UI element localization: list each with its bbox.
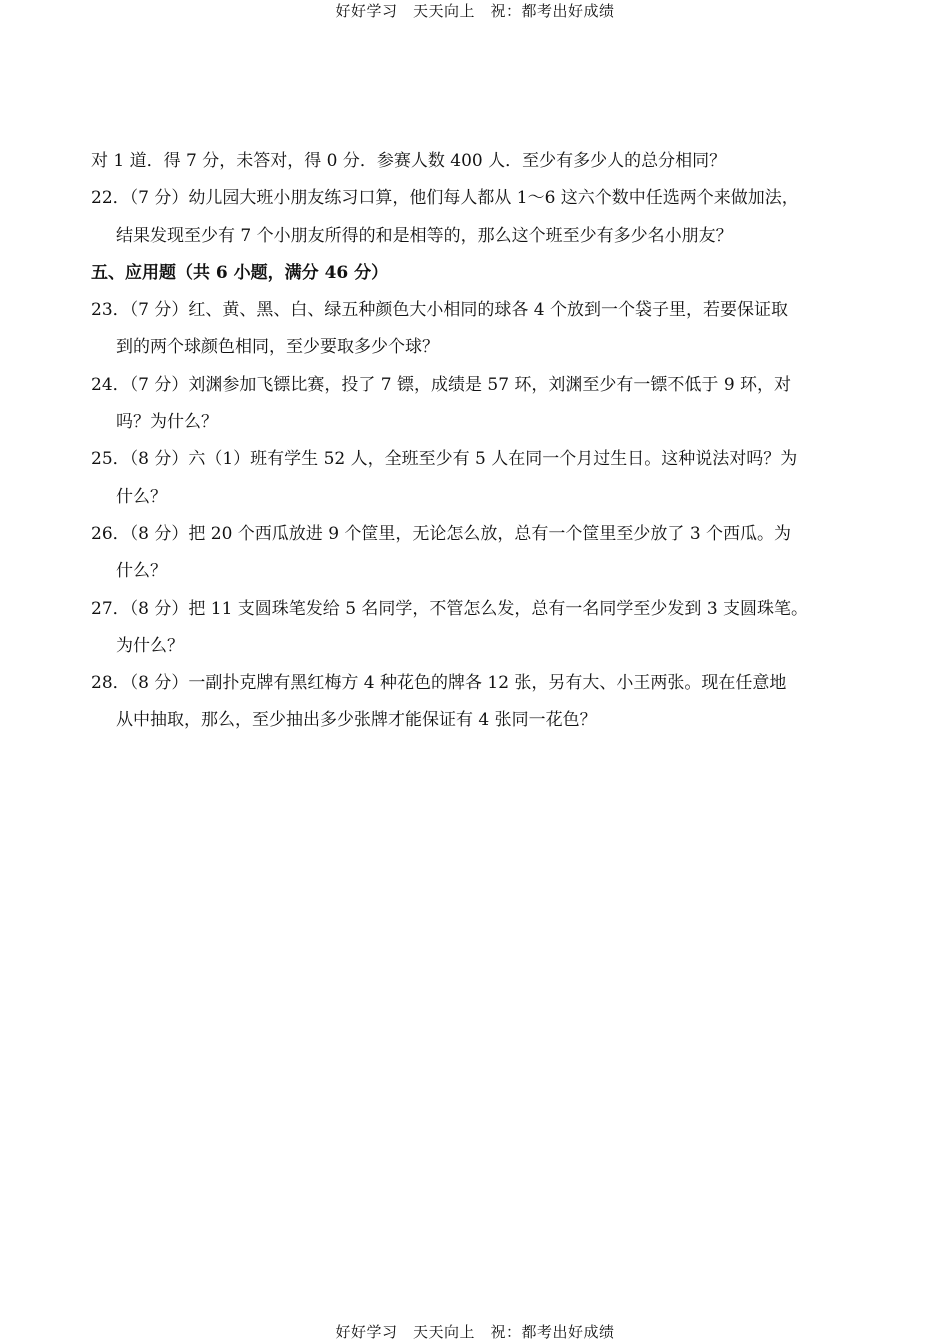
question-22-line-1: 22．（7 分）幼儿园大班小朋友练习口算，他们每人都从 1～6 这六个数中任选两个来做加法， (91, 188, 799, 209)
question-28-line-1: 28．（8 分）一副扑克牌有黑红梅方 4 种花色的牌各 12 张，另有大、小王两张。现在任意地 (91, 673, 787, 694)
question-24 (91, 367, 881, 442)
question-21-continuation: 对 1 道．得 7 分，未答对，得 0 分．参赛人数 400 人．至少有多少人的总分相同？ (91, 151, 727, 171)
question-28 (91, 665, 881, 740)
question-24-line-1: 24．（7 分）刘渊参加飞镖比赛，投了 7 镖，成绩是 57 环，刘渊至少有一镖不低于 9 环，对 (91, 374, 792, 395)
question-22 (91, 180, 881, 255)
question-22-line-2: 结果发现至少有 7 个小朋友所得的和是相等的，那么这个班至少有多少名小朋友？ (116, 225, 733, 246)
page-header: 好好学习 天天向上 祝：都考出好成绩 (335, 2, 615, 20)
page-footer: 好好学习 天天向上 祝：都考出好成绩 (335, 1323, 615, 1341)
question-23-line-1: 23．（7 分）红、黄、黑、白、绿五种颜色大小相同的球各 4 个放到一个袋子里，若要保证取 (91, 300, 788, 321)
question-23-line-2: 到的两个球颜色相同，至少要取多少个球？ (116, 337, 439, 358)
question-28-line-2: 从中抽取，那么，至少抽出多少张牌才能保证有 4 张同一花色？ (116, 710, 597, 731)
question-25-line-2: 什么？ (116, 486, 167, 507)
question-27 (91, 591, 881, 666)
section-5-heading: 五、应用题（共 6 小题，满分 46 分） (91, 262, 389, 283)
question-26-line-1: 26．（8 分）把 20 个西瓜放进 9 个筐里，无论怎么放，总有一个筐里至少放了 3 个西瓜。为 (91, 523, 792, 544)
document-body (91, 143, 881, 740)
question-25-line-1: 25．（8 分）六（1）班有学生 52 人，全班至少有 5 人在同一个月过生日。这种说法对吗？为 (91, 449, 798, 470)
question-26-line-2: 什么？ (116, 561, 167, 582)
question-27-line-1: 27．（8 分）把 11 支圆珠笔发给 5 名同学，不管怎么发，总有一名同学至少发到 3 支圆珠笔。 (91, 598, 809, 619)
question-24-line-2: 吗？为什么？ (116, 412, 218, 433)
question-27-line-2: 为什么？ (116, 635, 184, 656)
question-25 (91, 441, 881, 516)
question-23 (91, 292, 881, 367)
question-26 (91, 516, 881, 591)
